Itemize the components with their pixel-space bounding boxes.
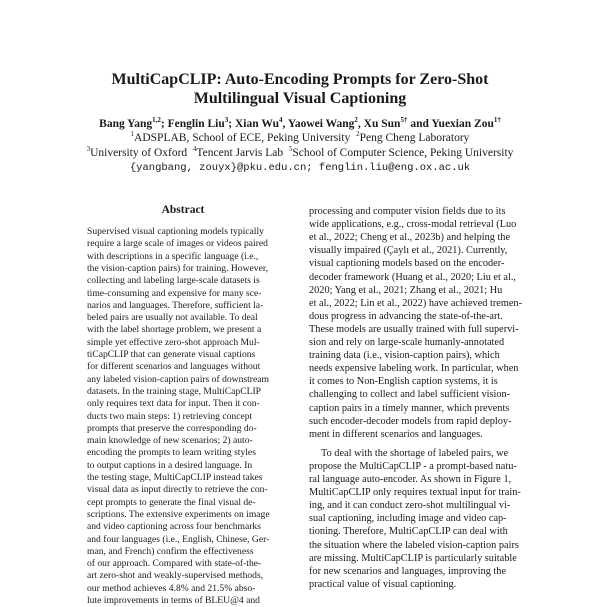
intro-line: 2020; Yang et al., 2021; Zhang et al., 2021; Hu [309,284,503,296]
author-name: Xian Wu [235,118,280,130]
abstract-line: tiCapCLIP that can generate visual captions [87,349,256,360]
abstract-line: to output captions in a desired language. In [87,459,253,471]
intro-line: To deal with the shortage of labeled pairs, we [321,447,509,459]
affiliation-text: Tencent Jarvis Lab [196,147,284,159]
abstract-line: cept prompts to generate the final visual de- [87,496,256,508]
abstract-line: ducts two main steps: 1) retrieving concept [87,410,253,422]
abstract-line: main knowledge of new scenarios; 2) auto- [87,435,253,447]
intro-line: ment in different scenarios and languages. [309,428,483,440]
abstract-line: and video captioning across four benchmarks [87,521,261,533]
author-name: Xu Sun [363,118,401,130]
abstract-line: time-consuming and expensive for many sce- [87,287,262,299]
author-emails: {yangbang, zouyx}@pku.edu.cn; fenglin.liu@eng.ox.ac.uk [129,162,471,174]
author-name: Yuexian Zou [431,118,494,130]
abstract-line: require a large scale of images or videos paired [87,238,268,250]
abstract-line: Supervised visual captioning models typically [87,226,264,237]
intro-line: processing and computer vision fields due to its [309,206,506,217]
author-affiliation-mark: 1† [493,116,501,125]
abstract-line: our method achieves 4.8% and 21.5% abso- [87,582,256,594]
intro-line: propose the MultiCapCLIP - a prompt-based natu- [309,460,517,472]
intro-line: wide applications, e.g., cross-modal retrieval (Luo [309,219,517,231]
abstract-line: scriptions. The extensive experiments on image [87,508,270,520]
author-affiliation-mark: 2 [354,116,358,125]
abstract-line: with the label shortage problem, we present a [87,324,262,336]
intro-line: it comes to Non-English caption systems, it is [309,376,498,388]
intro-line: tioning. Therefore, MultiCapCLIP can deal with [309,526,508,538]
abstract-line: and four languages (i.e., English, Chinese, Ger- [87,533,270,545]
abstract-line: beled pairs are usually not available. To deal [87,312,258,324]
affiliation-text: School of Computer Science, Peking University [292,147,514,159]
affiliation-text: University of Oxford [90,147,188,159]
intro-line: ing, and it can conduct zero-shot multilingual vi- [309,500,511,512]
intro-line: ral language auto-encoder. As shown in Figure 1, [309,474,512,485]
intro-line: for new scenarios and languages, improving the [309,565,507,577]
abstract-line: any labeled vision-caption pairs of downstream [87,373,269,385]
intro-line: needs expensive labeling work. In particular, when [309,363,519,375]
abstract-line: simple yet effective zero-shot approach Mul- [87,336,260,348]
intro-line: practical value of visual captioning. [309,578,457,590]
abstract-line: narios and languages. Therefore, sufficient la- [87,299,264,311]
intro-line: training data (i.e., vision-caption pairs), which [309,350,500,362]
abstract-line: prompts that preserve the corresponding do- [87,422,257,434]
intro-line: et al., 2022; Lin et al., 2022) have achieved tremen- [309,297,523,309]
affiliation-number: 5 [288,145,293,154]
intro-line: visual captioning models based on the encoder- [309,258,505,270]
author-name: Yaowei Wang [287,118,355,130]
intro-line: dous progress in advancing the state-of-the-art. [309,310,503,322]
intro-line: sual captioning, including image and video cap- [309,513,507,525]
author-list: Bang Yang$^{1,2}$; Fenglin Liu$^3$; Xian Wu$^4$, Yaowei Wang$^2$, Xu Sun$^{5\dagger}$ and Yuexian Zou$^{1\dagger}$ [99,116,501,130]
abstract-line: encoding the prompts to learn writing styles [87,447,256,459]
author-name: Bang Yang [99,118,153,130]
affiliation-text: ADSPLAB, School of ECE, Peking University [134,132,351,144]
intro-line: visually impaired (Çaylı et al., 2021). Currently, [309,245,508,257]
paper-title-line-2: Multilingual Visual Captioning [193,90,407,107]
abstract-heading: Abstract [161,204,205,216]
affiliation-number: 1 [130,130,135,139]
abstract-line: visual data as input directly to retrieve the con- [87,484,268,496]
affiliations-line-1 [0,131,600,145]
intro-line: challenging to collect and label sufficient vision- [309,389,511,401]
author-affiliation-mark: 1,2 [152,116,161,125]
intro-line: MultiCapCLIP only requires textual input for train- [309,487,521,499]
author-affiliation-mark: 4 [279,116,283,125]
paper-title-line-1: MultiCapCLIP: Auto-Encoding Prompts for Zero-Shot [111,71,489,88]
intro-line: sion and rely on large-scale humanly-annotated [309,337,505,348]
intro-line: are missing. MultiCapCLIP is particularly suitable [309,552,517,564]
intro-line: decoder framework (Huang et al., 2020; Liu et al., [309,271,517,283]
abstract-line: lute improvements in terms of BLEU@4 and [87,595,260,606]
abstract-line: the testing stage, MultiCapCLIP instead takes [87,472,263,483]
affiliation-text: Peng Cheng Laboratory [359,132,470,144]
abstract-line: with descriptions in a specific language (i.e., [87,250,259,262]
affiliation-number: 2 [356,130,360,139]
intro-line: the situation where the labeled vision-caption pairs [309,539,519,551]
intro-line: et al., 2022; Cheng et al., 2023b) and helping the [309,232,511,244]
abstract-line: for different scenarios and languages without [87,361,261,373]
intro-line: caption pairs in a timely manner, which prevents [309,402,510,414]
affiliation-number: 4 [192,145,197,154]
intro-line: such encoder-decoder models from rapid deploy- [309,415,512,427]
abstract-line: of our approach. Compared with state-of-the- [87,558,262,570]
author-name: Fenglin Liu [167,118,225,130]
abstract-line: only requires text data for input. Then it con- [87,398,260,410]
abstract-line: collecting and labeling large-scale datasets is [87,275,260,287]
affiliations-line-2 [0,146,600,160]
intro-line: These models are usually trained with full supervi- [309,323,519,335]
abstract-line: man, and French) confirm the effectiveness [87,545,254,557]
affiliation-number: 3 [86,145,91,154]
abstract-line: art zero-shot and weakly-supervised methods, [87,570,264,582]
abstract-line: datasets. In the training stage, MultiCapCLIP [87,385,261,397]
author-affiliation-mark: 3 [224,116,229,125]
abstract-line: the vision-caption pairs) for training. However, [87,262,269,274]
author-affiliation-mark: 5† [400,116,408,125]
